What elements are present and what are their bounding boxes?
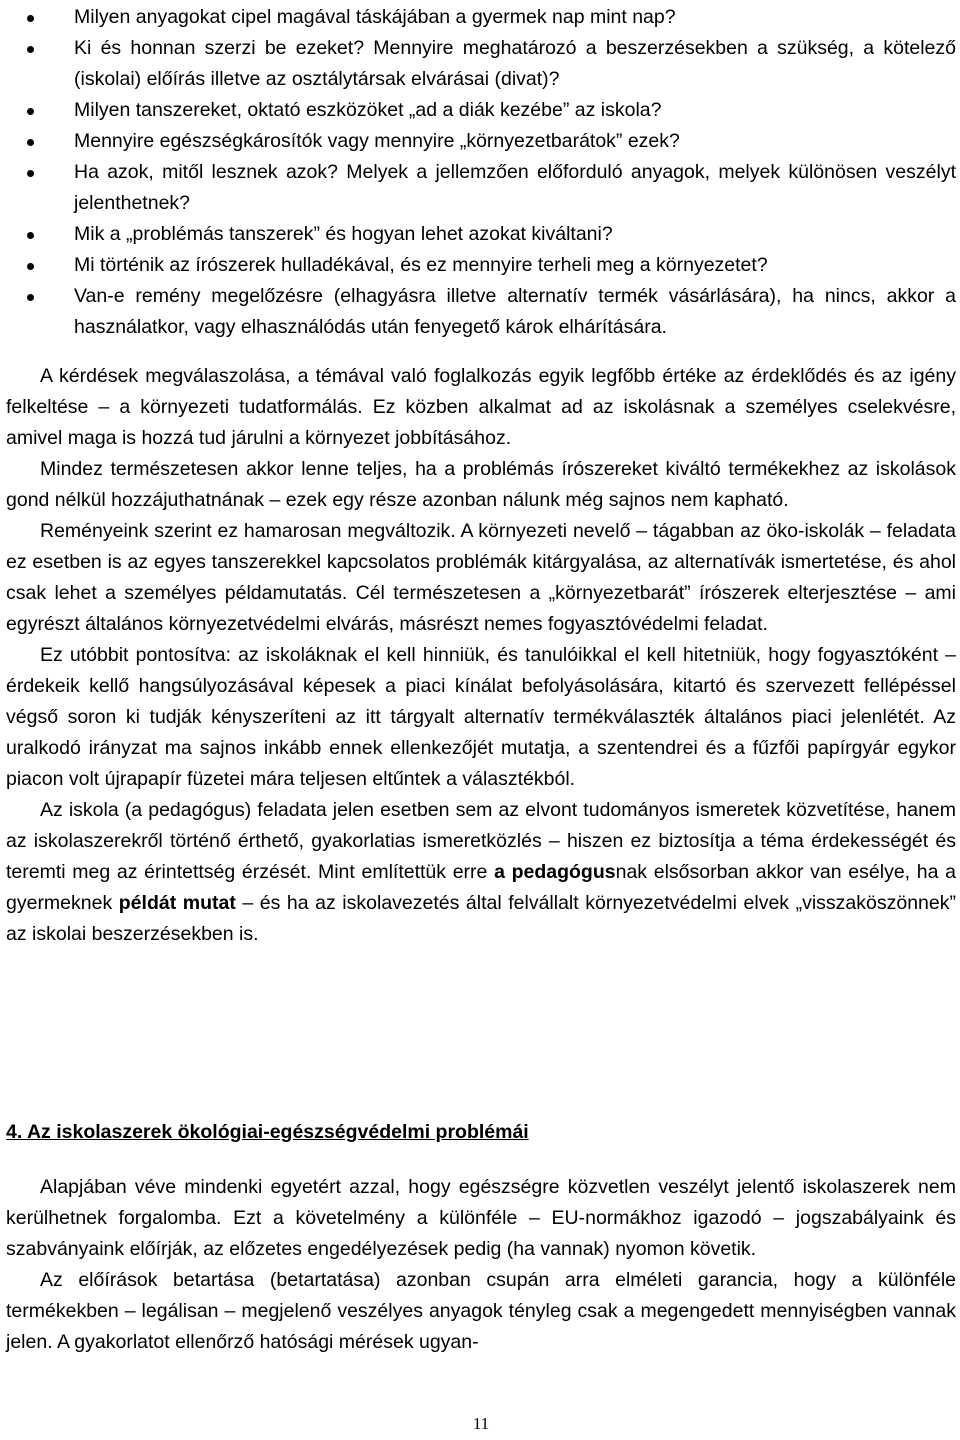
bullet-icon <box>27 15 34 22</box>
paragraph-text: Az iskola (a pedagógus) feladata jelen esetben sem az elvont tudományos ismeretek közvetítése, hanem az iskolaszerekről történő érthető, gyakorlatias ismeretközlés – hiszen ez biztosítja a téma érdekességét és teremti meg az érintettség érzését. Mint említettük erre <box>6 799 956 883</box>
body-section-intro <box>6 361 956 950</box>
bullet-icon <box>27 139 34 146</box>
paragraph-text: – és ha az iskolavezetés által felvállalt környezetvédelmi elvek „visszaköszönnek” az iskolai beszerzésekben is. <box>6 892 956 945</box>
list-item-text: Mennyire egészségkárosítók vagy mennyire „környezetbarátok” ezek? <box>74 130 680 152</box>
paragraph <box>6 795 956 950</box>
bold-text: a pedagógus <box>494 861 616 883</box>
paragraph: A kérdések megválaszolása, a témával való foglalkozás egyik legfőbb értéke az érdeklődés és az igény felkeltése – a környezeti tudatformálás. Ez közben alkalmat ad az iskolásnak a személyes cselekvésre, amivel maga is hozzá tud járulni a környezet jobbításához. <box>6 365 956 449</box>
bullet-icon <box>27 294 34 301</box>
list-item-text: Van-e remény megelőzésre (elhagyásra illetve alternatív termék vásárlására), ha nincs, akkor a használatkor, vagy elhasználódás után fenyegető károk elhárítására. <box>74 285 956 338</box>
list-item <box>6 2 956 33</box>
list-item-text: Mik a „problémás tanszerek” és hogyan lehet azokat kiváltani? <box>74 223 613 245</box>
bullet-icon <box>27 46 34 53</box>
bullet-icon <box>27 263 34 270</box>
body-section-problems <box>6 1172 956 1358</box>
paragraph: Reményeink szerint ez hamarosan megváltozik. A környezeti nevelő – tágabban az öko-iskolák – feladata ez esetben is az egyes tanszerekkel kapcsolatos problémák kitárgyalása, az alternatívák ismertetése, és ahol csak lehet a személyes példamutatás. Cél természetesen a „környezetbarát” írószerek elterjesztése – ami egyrészt általános környezetvédelmi elvárás, másrészt nemes fogyasztóvédelmi feladat. <box>6 520 956 635</box>
list-item-text: Milyen anyagokat cipel magával táskájában a gyermek nap mint nap? <box>74 6 676 28</box>
paragraph: Alapjában véve mindenki egyetért azzal, hogy egészségre közvetlen veszélyt jelentő iskolaszerek nem kerülhetnek forgalomba. Ezt a követelmény a különféle – EU-normákhoz igazodó – jogszabályaink és szabványaink előírják, az előzetes engedélyezések pedig (ha vannak) nyomon követik. <box>6 1176 956 1260</box>
list-item <box>6 95 956 126</box>
list-item <box>6 126 956 157</box>
list-item-text: Ha azok, mitől lesznek azok? Melyek a jellemzően előforduló anyagok, melyek különösen veszélyt jelenthetnek? <box>74 161 956 214</box>
bullet-icon <box>27 108 34 115</box>
list-item-text: Mi történik az írószerek hulladékával, és ez mennyire terheli meg a környezetet? <box>74 254 768 276</box>
section-heading: 4. Az iskolaszerek ökológiai-egészségvédelmi problémái <box>6 1121 529 1143</box>
bullet-icon <box>27 232 34 239</box>
list-item-text: Ki és honnan szerzi be ezeket? Mennyire meghatározó a beszerzésekben a szükség, a kötelező (iskolai) előírás illetve az osztálytársak elvárásai (divat)? <box>74 37 956 90</box>
list-item-text: Milyen tanszereket, oktató eszközöket „ad a diák kezébe” az iskola? <box>74 99 662 121</box>
list-item <box>6 250 956 281</box>
bullet-icon <box>27 170 34 177</box>
list-item <box>6 219 956 250</box>
paragraph: Ez utóbbit pontosítva: az iskoláknak el kell hinniük, és tanulóikkal el kell hitetniük, hogy fogyasztóként – érdekeik kellő hangsúlyozásával képesek a piaci kínálat befolyásolására, kitartó és szervezett fellépéssel végső soron ki tudják kényszeríteni az itt tárgyalt alternatív termékválaszték általános piaci jelenlétét. Az uralkodó irányzat ma sajnos inkább ennek ellenkezőjét mutatja, a szentendrei és a fűzfői papírgyár egykor piacon volt újrapapír füzetei mára teljesen eltűntek a választékból. <box>6 644 956 790</box>
list-item <box>6 33 956 95</box>
page-number: 11 <box>472 1414 490 1433</box>
list-item <box>6 157 956 219</box>
bold-text: példát mutat <box>118 892 236 914</box>
paragraph: Az előírások betartása (betartatása) azonban csupán arra elméleti garancia, hogy a különféle termékekben – legálisan – megjelenő veszélyes anyagok tényleg csak a megengedett mennyiségben vannak jelen. A gyakorlatot ellenőrző hatósági mérések ugyan- <box>6 1269 956 1353</box>
question-list <box>6 2 956 343</box>
paragraph: Mindez természetesen akkor lenne teljes, ha a problémás írószereket kiváltó termékekhez az iskolások gond nélkül hozzájuthatnának – ezek egy része azonban nálunk még sajnos nem kapható. <box>6 458 956 511</box>
list-item <box>6 281 956 343</box>
paragraph-text: nak elsősorban akkor van esélye, ha a gyermeknek <box>6 861 956 914</box>
